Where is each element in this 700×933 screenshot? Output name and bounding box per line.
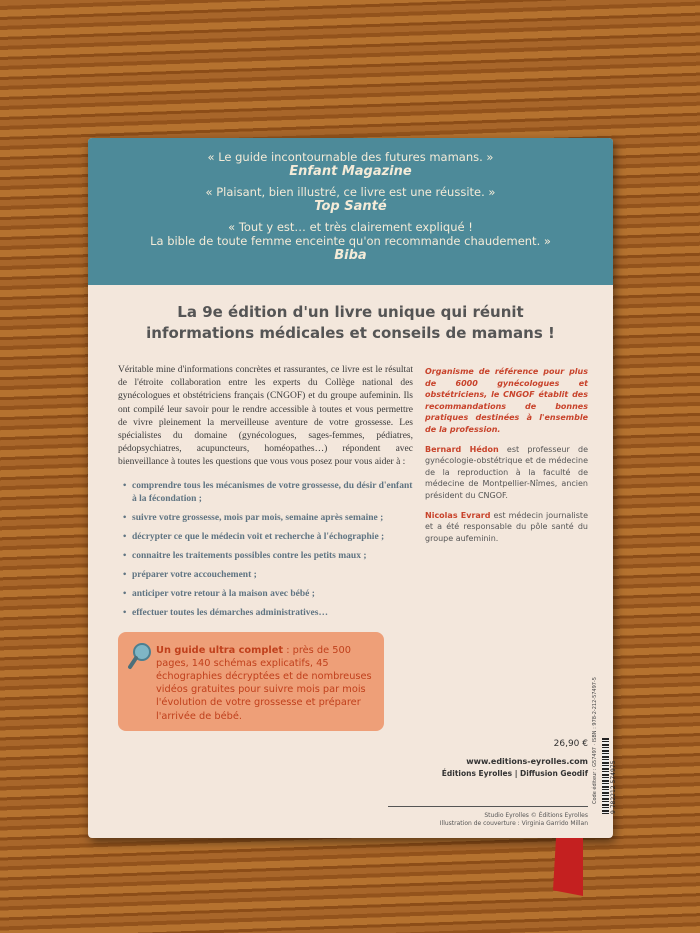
author-name: Nicolas Evrard	[425, 510, 491, 520]
author-bio-text: est médecin journaliste et a été responsable du pôle santé du groupe aufeminin.	[425, 510, 588, 543]
headline-line2: informations médicales et conseils de mamans !	[146, 324, 555, 342]
authors-column	[425, 366, 588, 544]
promo-box	[118, 632, 384, 731]
list-item: • anticiper votre retour à la maison avec bébé ;	[132, 588, 413, 601]
list-item: • décrypter ce que le médecin voit et recherche à l'échographie ;	[132, 531, 413, 544]
publisher-url: www.editions-eyrolles.com	[466, 757, 588, 766]
bookmark-ribbon	[553, 838, 583, 896]
list-item: • comprendre tous les mécanismes de votre grossesse, du désir d'enfant à la fécondation ;	[132, 480, 413, 506]
promo-bold: Un guide ultra complet	[156, 644, 284, 656]
author-name: Bernard Hédon	[425, 444, 499, 454]
description: Véritable mine d'informations concrètes et rassurantes, ce livre est le résultat de l'étroite collaboration entre les experts du Collège national des gynécologues et obstétriciens français (CNGOF) et du groupe aufeminin. Ils ont compilé leur savoir pour le rendre accessible à toutes et vous permettre de vivre pleinement la merveilleuse aventure de votre grossesse. Les spécialistes du domaine (gynécologues, sages-femmes, pédiatres, pédopsychiatres, acupuncteurs, homéopathes…) répondent avec bienveillance à toutes les questions que vous vous posez pour vous aider à :	[118, 365, 413, 468]
price: 26,90 €	[553, 739, 588, 749]
quote: « Le guide incontournable des futures mamans. »	[207, 150, 494, 164]
credits	[388, 806, 588, 828]
cngof-description: Organisme de référence pour plus de 6000 gynécologues et obstétriciens, le CNGOF établit des recommandations de bonnes pratiques destinées à l'ensemble de la profession.	[425, 367, 588, 434]
magnifier-icon	[128, 642, 152, 670]
quote: « Tout y est… et très clairement expliqué !	[228, 220, 473, 234]
author-bio	[425, 444, 588, 502]
list-item: • suivre votre grossesse, mois par mois, semaine après semaine ;	[132, 512, 413, 525]
headline	[88, 302, 613, 344]
main-column	[118, 364, 413, 731]
barcode	[602, 738, 609, 814]
bullet-list	[132, 480, 413, 626]
list-item: • connaitre les traitements possibles contre les petits maux ;	[132, 550, 413, 563]
list-item: • effectuer toutes les démarches administratives…	[132, 607, 413, 620]
isbn-code: Code éditeur : G57497 · ISBN : 978-2-212-57497-5	[592, 677, 598, 804]
list-item: • préparer votre accouchement ;	[132, 569, 413, 582]
quote-line2: La bible de toute femme enceinte qu'on recommande chaudement. »	[150, 234, 551, 248]
headline-line1: La 9e édition d'un livre unique qui réunit	[177, 303, 524, 321]
publisher-info	[433, 738, 588, 780]
credit-line: Illustration de couverture : Virginia Garrido Millan	[439, 820, 588, 827]
author-bio	[425, 510, 588, 545]
quote-source: Enfant Magazine	[289, 164, 412, 179]
barcode-number: 9 782212 574975	[610, 760, 617, 814]
credit-line: Studio Eyrolles © Éditions Eyrolles	[484, 812, 588, 819]
quote-source: Biba	[334, 248, 367, 263]
author-bio-text: est professeur de gynécologie-obstétrique et de médecine de la reproduction à la faculté de médecine de Montpellier-Nîmes, ancien président du CNGOF.	[425, 444, 588, 500]
publisher-name: Éditions Eyrolles | Diffusion Geodif	[441, 769, 588, 778]
quotes-header	[88, 138, 613, 285]
promo-text: : près de 500 pages, 140 schémas explicatifs, 45 échographies décryptées et de nombreuses vidéos gratuites pour suivre mois par mois l'évolution de votre grossesse et préparer l'arrivée de bébé.	[156, 644, 372, 722]
book-back-cover	[88, 138, 617, 838]
quote: « Plaisant, bien illustré, ce livre est une réussite. »	[205, 185, 496, 199]
quote-source: Top Santé	[314, 199, 387, 214]
